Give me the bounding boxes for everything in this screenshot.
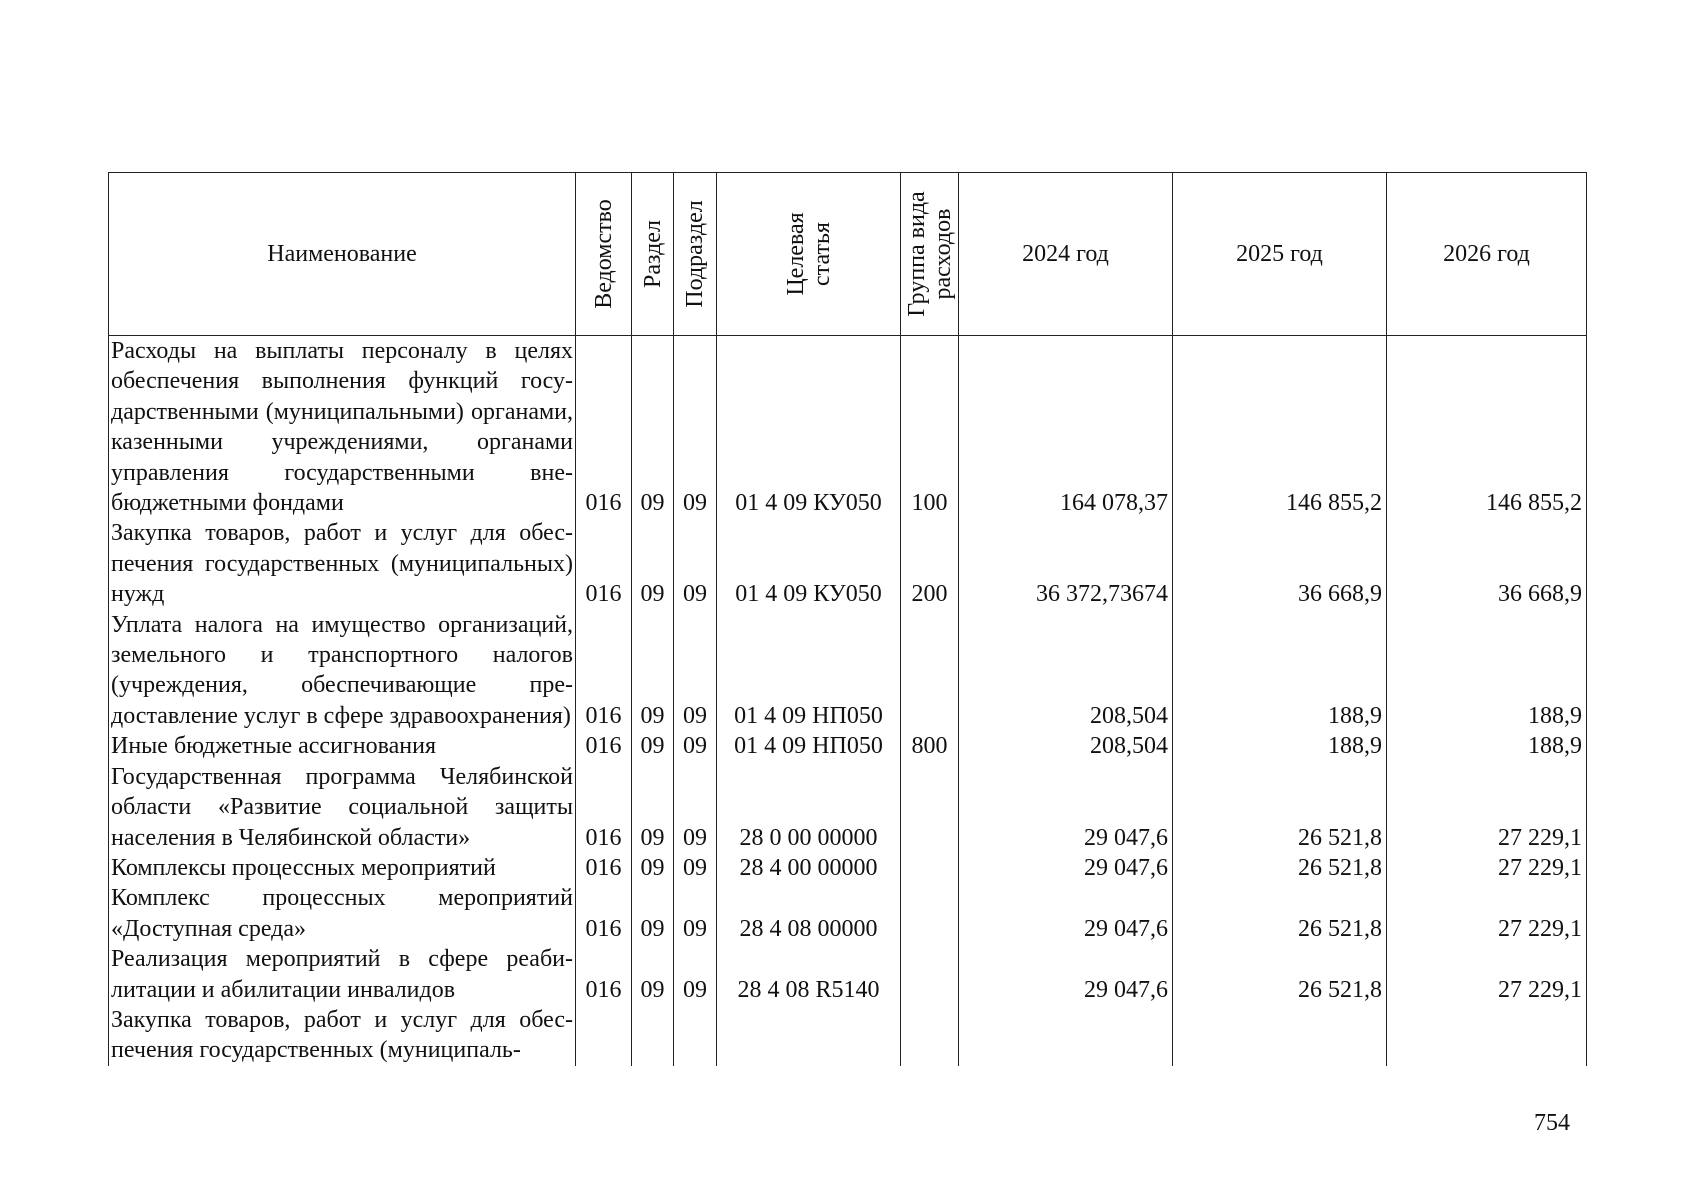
cell-subsection (674, 1005, 717, 1066)
cell-2025: 188,9 (1173, 610, 1387, 732)
cell-group: 100 (901, 336, 959, 519)
table-row (109, 336, 1587, 519)
header-name: Наименование (109, 173, 576, 336)
row-name: Уплата налога на имущество организаций, земельного и транспортного налогов (учреждения, обеспечивающие предоставление услуг в сфере здравоохранения) (109, 610, 576, 732)
cell-section: 09 (632, 883, 674, 944)
table-row (109, 731, 1587, 761)
cell-target: 28 4 08 00000 (717, 883, 901, 944)
row-name: Государственная программа Челябинской области «Развитие социальной защиты населения в Челябинской области» (109, 762, 576, 853)
cell-2025: 188,9 (1173, 731, 1387, 761)
table-row (109, 518, 1587, 609)
table-row (109, 610, 1587, 732)
cell-department: 016 (576, 853, 632, 883)
cell-section: 09 (632, 518, 674, 609)
cell-subsection: 09 (674, 518, 717, 609)
header-2025: 2025 год (1173, 173, 1387, 336)
cell-target: 01 4 09 НП050 (717, 610, 901, 732)
cell-2025 (1173, 1005, 1387, 1066)
table-row (109, 1005, 1587, 1066)
header-target-article: Целевая статья (717, 173, 901, 336)
cell-2025: 26 521,8 (1173, 944, 1387, 1005)
cell-2024: 36 372,73674 (959, 518, 1173, 609)
header-row (109, 173, 1587, 336)
header-expense-group: Группа вида расходов (901, 173, 959, 336)
cell-2026: 188,9 (1387, 731, 1587, 761)
cell-section: 09 (632, 853, 674, 883)
cell-section: 09 (632, 944, 674, 1005)
cell-2025: 26 521,8 (1173, 883, 1387, 944)
header-section: Раздел (632, 173, 674, 336)
cell-2024: 29 047,6 (959, 762, 1173, 853)
cell-subsection: 09 (674, 762, 717, 853)
cell-group: 200 (901, 518, 959, 609)
cell-group: 800 (901, 731, 959, 761)
cell-target: 01 4 09 НП050 (717, 731, 901, 761)
cell-subsection: 09 (674, 853, 717, 883)
cell-2024 (959, 1005, 1173, 1066)
cell-subsection: 09 (674, 610, 717, 732)
cell-2026: 188,9 (1387, 610, 1587, 732)
cell-2024: 29 047,6 (959, 944, 1173, 1005)
row-name: Реализация мероприятий в сфере реабилитации и абилитации инвалидов (109, 944, 576, 1005)
cell-section: 09 (632, 762, 674, 853)
cell-group (901, 883, 959, 944)
cell-2025: 36 668,9 (1173, 518, 1387, 609)
header-subsection: Подраздел (674, 173, 717, 336)
cell-department: 016 (576, 518, 632, 609)
cell-2024: 208,504 (959, 731, 1173, 761)
cell-2024: 208,504 (959, 610, 1173, 732)
cell-2024: 164 078,37 (959, 336, 1173, 519)
table-row (109, 944, 1587, 1005)
cell-section (632, 1005, 674, 1066)
page-number: 754 (1534, 1110, 1570, 1136)
cell-target: 28 4 00 00000 (717, 853, 901, 883)
table-row (109, 762, 1587, 853)
header-2024: 2024 год (959, 173, 1173, 336)
cell-target: 28 0 00 00000 (717, 762, 901, 853)
cell-department: 016 (576, 610, 632, 732)
cell-section: 09 (632, 731, 674, 761)
row-name: Расходы на выплаты персоналу в целях обеспечения выполнения функций государственными (муниципальными) органами, казенными учреждениями, органами управления государственными внебюджетными фондами (109, 336, 576, 519)
cell-2025: 146 855,2 (1173, 336, 1387, 519)
row-name: Комплексы процессных мероприятий (109, 853, 576, 883)
cell-group (901, 610, 959, 732)
cell-2026: 146 855,2 (1387, 336, 1587, 519)
cell-2026: 27 229,1 (1387, 762, 1587, 853)
cell-section: 09 (632, 610, 674, 732)
cell-department: 016 (576, 762, 632, 853)
cell-2025: 26 521,8 (1173, 853, 1387, 883)
header-2026: 2026 год (1387, 173, 1587, 336)
cell-target: 28 4 08 R5140 (717, 944, 901, 1005)
cell-group (901, 944, 959, 1005)
cell-2024: 29 047,6 (959, 853, 1173, 883)
header-department: Ведомство (576, 173, 632, 336)
cell-target (717, 1005, 901, 1066)
cell-subsection: 09 (674, 883, 717, 944)
cell-subsection: 09 (674, 944, 717, 1005)
row-name: Закупка товаров, работ и услуг для обеспечения государственных (муниципаль- (109, 1005, 576, 1066)
cell-department: 016 (576, 944, 632, 1005)
cell-2025: 26 521,8 (1173, 762, 1387, 853)
cell-2026: 27 229,1 (1387, 944, 1587, 1005)
cell-department (576, 1005, 632, 1066)
cell-2026: 27 229,1 (1387, 853, 1587, 883)
row-name: Закупка товаров, работ и услуг для обеспечения государственных (муниципальных) нужд (109, 518, 576, 609)
cell-2026: 27 229,1 (1387, 883, 1587, 944)
cell-department: 016 (576, 883, 632, 944)
cell-group (901, 853, 959, 883)
cell-department: 016 (576, 731, 632, 761)
cell-subsection: 09 (674, 336, 717, 519)
cell-subsection: 09 (674, 731, 717, 761)
cell-group (901, 1005, 959, 1066)
cell-2024: 29 047,6 (959, 883, 1173, 944)
cell-2026 (1387, 1005, 1587, 1066)
row-name: Иные бюджетные ассигнования (109, 731, 576, 761)
budget-table (108, 172, 1587, 1066)
cell-2026: 36 668,9 (1387, 518, 1587, 609)
cell-target: 01 4 09 КУ050 (717, 336, 901, 519)
row-name: Комплекс процессных мероприятий «Доступная среда» (109, 883, 576, 944)
cell-target: 01 4 09 КУ050 (717, 518, 901, 609)
table-row (109, 883, 1587, 944)
cell-section: 09 (632, 336, 674, 519)
cell-department: 016 (576, 336, 632, 519)
table-row (109, 853, 1587, 883)
cell-group (901, 762, 959, 853)
